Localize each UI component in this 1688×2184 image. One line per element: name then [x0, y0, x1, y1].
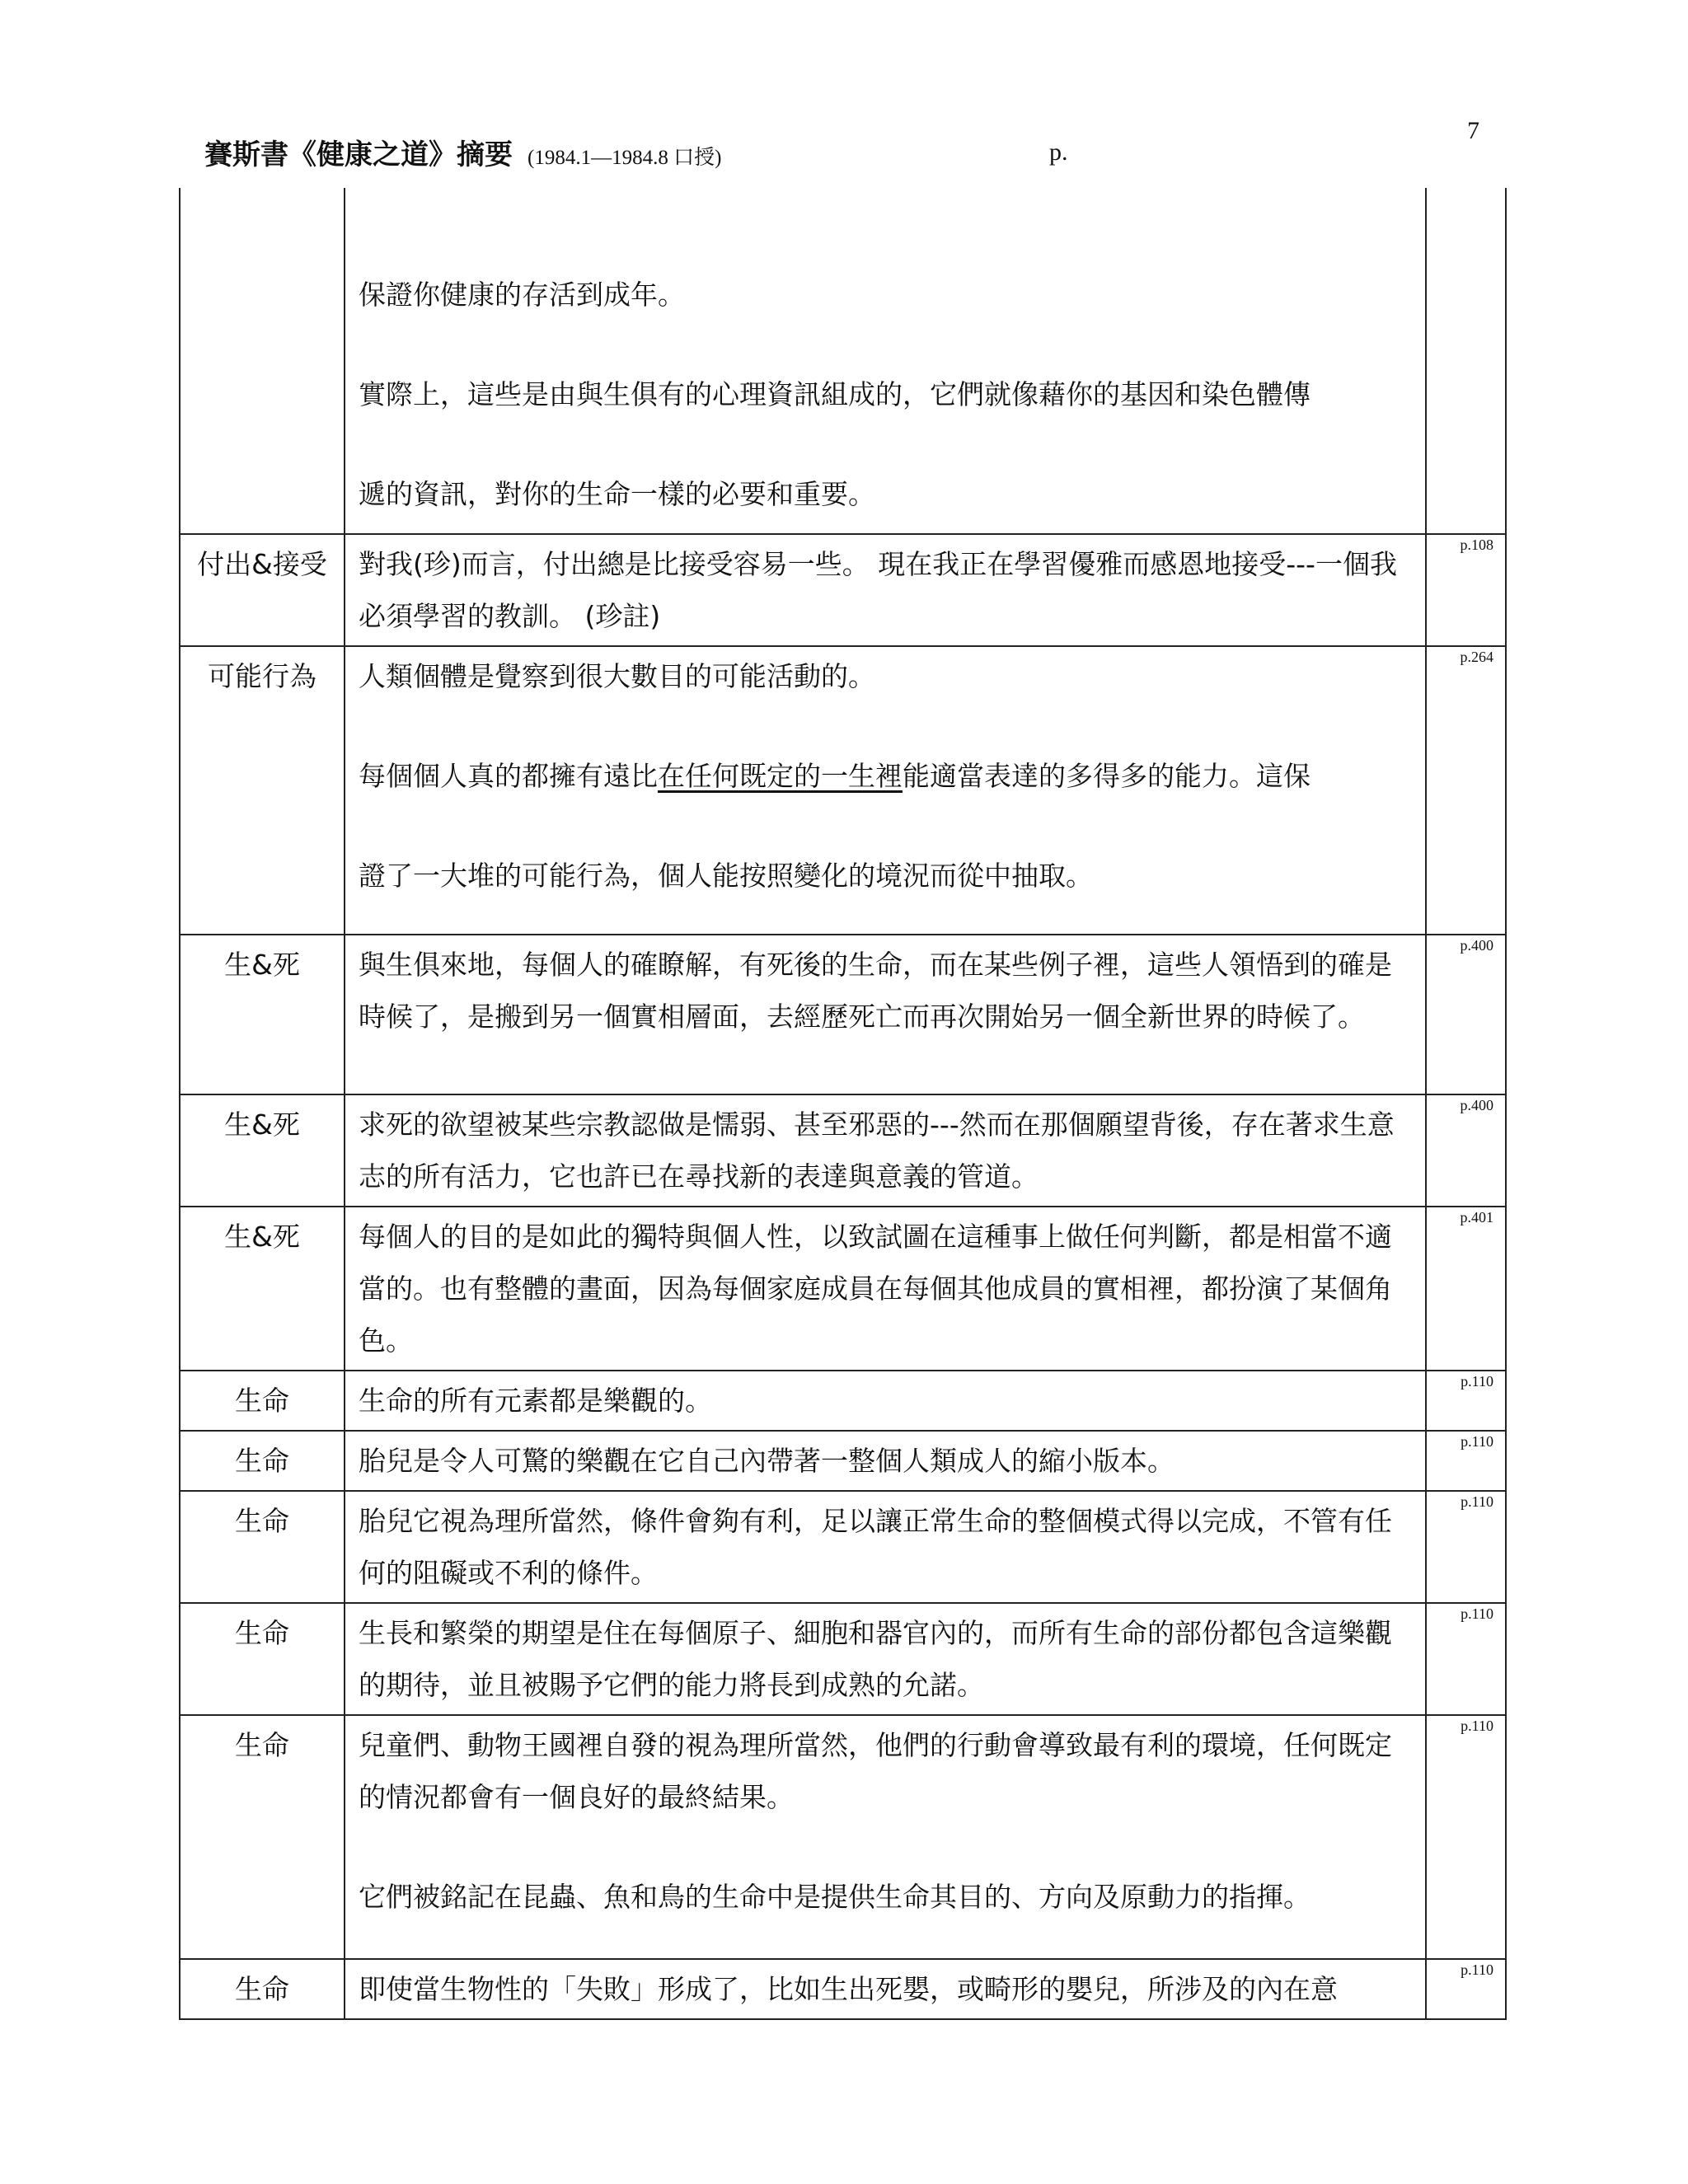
page-ref-cell [1426, 188, 1506, 534]
summary-table [179, 188, 1507, 2020]
text-cell: 與生俱來地，每個人的確瞭解，有死後的生命，而在某些例子裡，這些人領悟到的確是時候了，是搬到另一個實相層面，去經歷死亡而再次開始另一個全新世界的時候了。 [345, 935, 1426, 1094]
text-cell: 生長和繁榮的期望是住在每個原子、細胞和器官內的，而所有生命的部份都包含這樂觀的期待，並且被賜予它們的能力將長到成熟的允諾。 [345, 1603, 1426, 1715]
topic-cell: 生&死 [180, 1094, 345, 1207]
paragraph: 證了一大堆的可能行為，個人能按照變化的境況而從中抽取。 [359, 860, 1093, 892]
text-cell: 胎兒它視為理所當然，條件會夠有利，足以讓正常生命的整個模式得以完成，不管有任何的阻礙或不利的條件。 [345, 1491, 1426, 1603]
page-ref-cell: p.110 [1426, 1491, 1506, 1603]
text-cell: 胎兒是令人可驚的樂觀在它自己內帶著一整個人類成人的縮小版本。 [345, 1431, 1426, 1491]
page-ref-cell: p.108 [1426, 534, 1506, 646]
page-ref-cell: p.110 [1426, 1603, 1506, 1715]
page-number: 7 [1467, 117, 1479, 144]
document-title: 賽斯書《健康之道》摘要 [204, 138, 513, 171]
text-cell: 生命的所有元素都是樂觀的。 [345, 1371, 1426, 1431]
table-row [180, 1371, 1506, 1431]
text-cell [345, 188, 1426, 534]
topic-cell: 付出&接受 [180, 534, 345, 646]
document-header [204, 132, 1068, 172]
page-ref-cell: p.401 [1426, 1207, 1506, 1371]
page-label: p. [1049, 138, 1068, 166]
dictation-dates: (1984.1—1984.8 口授) [528, 147, 722, 169]
topic-cell: 生命 [180, 1431, 345, 1491]
topic-cell: 生命 [180, 1715, 345, 1959]
paragraph: 它們被銘記在昆蟲、魚和鳥的生命中是提供生命其目的、方向及原動力的指揮。 [359, 1881, 1311, 1913]
text-cell: 每個人的目的是如此的獨特與個人性，以致試圖在這種事上做任何判斷，都是相當不適當的。也有整體的畫面，因為每個家庭成員在每個其他成員的實相裡，都扮演了某個角色。 [345, 1207, 1426, 1371]
page-ref-cell: p.110 [1426, 1431, 1506, 1491]
paragraph: 人類個體是覺察到很大數目的可能活動的。 [359, 660, 875, 692]
page-ref-cell: p.400 [1426, 935, 1506, 1094]
page-ref-cell: p.110 [1426, 1959, 1506, 2019]
underlined-phrase: 在任何既定的一生裡 [658, 760, 903, 792]
topic-cell: 生命 [180, 1371, 345, 1431]
table-row [180, 935, 1506, 1094]
topic-cell: 生命 [180, 1491, 345, 1603]
table-row [180, 1094, 1506, 1207]
table-row [180, 1431, 1506, 1491]
page-ref-cell: p.110 [1426, 1371, 1506, 1431]
paragraph: 遞的資訊，對你的生命一樣的必要和重要。 [359, 478, 875, 510]
table-row [180, 1207, 1506, 1371]
text-cell: 即使當生物性的「失敗」形成了，比如生出死嬰，或畸形的嬰兒，所涉及的內在意 [345, 1959, 1426, 2019]
topic-cell: 可能行為 [180, 646, 345, 935]
table-row [180, 1715, 1506, 1959]
text-cell [345, 1715, 1426, 1959]
page-ref-cell: p.400 [1426, 1094, 1506, 1207]
page-ref-cell: p.264 [1426, 646, 1506, 935]
text-cell: 求死的欲望被某些宗教認做是懦弱、甚至邪惡的---然而在那個願望背後，存在著求生意志的所有活力，它也許已在尋找新的表達與意義的管道。 [345, 1094, 1426, 1207]
table-row [180, 646, 1506, 935]
paragraph: 每個個人真的都擁有遠比在任何既定的一生裡能適當表達的多得多的能力。這保 [359, 760, 1311, 792]
table-row [180, 1491, 1506, 1603]
table-row [180, 1959, 1506, 2019]
page-ref-cell: p.110 [1426, 1715, 1506, 1959]
topic-cell: 生命 [180, 1603, 345, 1715]
topic-cell [180, 188, 345, 534]
table-row [180, 534, 1506, 646]
table-row [180, 1603, 1506, 1715]
text-cell: 對我(珍)而言，付出總是比接受容易一些。 現在我正在學習優雅而感恩地接受---一個我必須學習的教訓。 (珍註) [345, 534, 1426, 646]
text-cell [345, 646, 1426, 935]
table-row [180, 188, 1506, 534]
paragraph: 兒童們、動物王國裡自發的視為理所當然，他們的行動會導致最有利的環境，任何既定的情況都會有一個良好的最終結果。 [359, 1729, 1392, 1813]
topic-cell: 生&死 [180, 935, 345, 1094]
topic-cell: 生&死 [180, 1207, 345, 1371]
topic-cell: 生命 [180, 1959, 345, 2019]
paragraph: 保證你健康的存活到成年。 [359, 279, 685, 311]
paragraph: 實際上，這些是由與生俱有的心理資訊組成的，它們就像藉你的基因和染色體傳 [359, 378, 1311, 410]
